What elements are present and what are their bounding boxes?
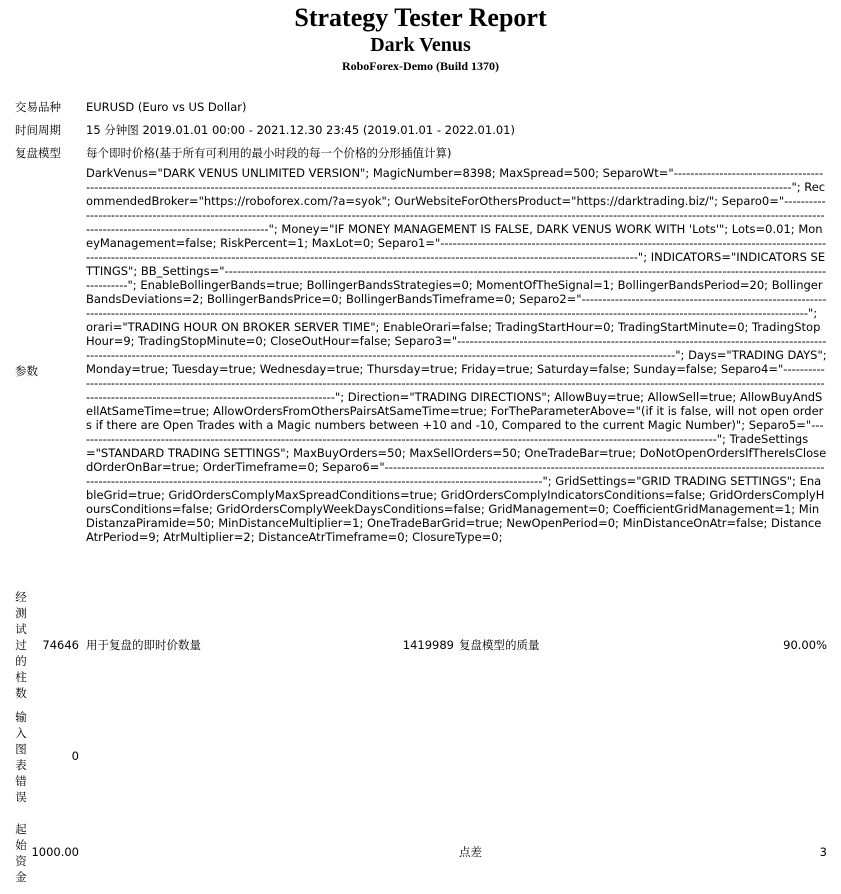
deposit-label: 起始资金 — [15, 822, 27, 884]
bars-value: 74646 — [42, 638, 79, 652]
server-build: RoboForex-Demo (Build 1370) — [341, 59, 500, 73]
ticks-label: 用于复盘的即时价数量 — [86, 638, 201, 652]
errors-value: 0 — [71, 749, 79, 763]
period-value: 15 分钟图 2019.01.01 00:00 - 2021.12.30 23:45 (2019.01.01 - 2022.01.01) — [86, 123, 515, 137]
period-label: 时间周期 — [15, 123, 61, 137]
errors-label: 输入图表错误 — [15, 710, 27, 804]
quality-value: 90.00% — [783, 638, 827, 652]
params-value: DarkVenus="DARK VENUS UNLIMITED VERSION"; MagicNumber=8398; MaxSpread=500; SeparoWt="--------------------------------------------------------------------------------------------------------------------------------------------------------------------------------------------------------------"; RecommendedBroker="https://roboforex.com/?a=syok"; OurWebsiteForOthersProduct="https://darktrading.biz/"; Separo0="----------------------------------------------------------------------------------------------------------------------------------------------------------------------------------------------------------------------------------------"; Money="IF MONEY MANAGEMENT IS FALSE, DARK VENUS WORK WITH 'Lots'"; Lots=0.01; MoneyManagement=false; RiskPercent=1; MaxLot=0; Separo1="----------------------------------------------------------------------------------------------------------------------------------------------------------------------------------------------------------------------------------"; INDICATORS="INDICATORS SETTINGS"; BB_Settings="-----------------------------------------------------------------------------------------------------------------------------------------------------------"; EnableBollingerBands=true; BollingerBandsStrategies=0; MomentOfTheSignal=1; BollingerBandsPeriod=20; BollingerBandsDeviations=2; BollingerBandsPrice=0; BollingerBandsTimeframe=0; Separo2="-----------------------------------------------------------------------------------------------------------------------------------------------------------------------------------------------------------------------------------------"; orari="TRADING HOUR ON BROKER SERVER TIME"; EnableOrari=false; TradingStartHour=0; TradingStartMinute=0; TradingStopHour=9; TradingStopMinute=0; CloseOutHour=false; Separo3="---------------------------------------------------------------------------------------------------------------------------------------------------------------------------------------------------------------------------------------"; Days="TRADING DAYS"; Monday=true; Tuesday=true; Wednesday=true; Thursday=true; Friday=true; Saturday=false; Sunday=false; Separo4="--------------------------------------------------------------------------------------------------------------------------------------------------------------------------------------------------------------------------------------------------------"; Direction="TRADING DIRECTIONS"; AllowBuy=true; AllowSell=true; AllowBuyAndSellAtSameTime=true; AllowOrdersFromOthersPairsAtSameTime=true; ForTheParameterAbove="(if it is false, will not open orders if there are Open Trades with a Magic numbers between +10 and -10, Compared to the current Magic Number)"; Separo5="-----------------------------------------------------------------------------------------------------------------------------------------------------------"; TradeSettings="STANDARD TRADING SETTINGS"; MaxBuyOrders=50; MaxSellOrders=50; OneTradeBar=true; DoNotOpenOrdersIfThereIsClosedOrderOnBar=true; OrderTimeframe=0; Separo6="------------------------------------------------------------------------------------------------------------------------------------------------------------------------------------------------------------------------"; GridSettings="GRID TRADING SETTINGS"; EnableGrid=true; GridOrdersComplyMaxSpreadConditions=true; GridOrdersComplyIndicatorsConditions=false; GridOrdersComplyHoursConditions=false; GridOrdersComplyWeekDaysConditions=false; GridManagement=0; CoefficientGridManagement=1; MinDistanzaPiramide=50; MinDistanceMultiplier=1; OneTradeBarGrid=true; NewOpenPeriod=0; MinDistanceOnAtr=false; DistanceAtrPeriod=9; AtrMultiplier=2; DistanceAtrTimeframe=0; ClosureType=0; — [86, 166, 827, 544]
params-label: 参数 — [15, 364, 38, 378]
report-title: Strategy Tester Report — [294, 3, 547, 32]
spread-label: 点差 — [459, 845, 482, 859]
spread-value: 3 — [819, 845, 827, 859]
model-value: 每个即时价格(基于所有可利用的最小时段的每一个价格的分形插值计算) — [86, 146, 452, 160]
model-label: 复盘模型 — [15, 146, 61, 160]
bars-label: 经测试过的柱数 — [15, 590, 27, 700]
expert-name: Dark Venus — [370, 34, 471, 56]
symbol-label: 交易品种 — [15, 100, 61, 114]
symbol-value: EURUSD (Euro vs US Dollar) — [86, 100, 247, 114]
deposit-value: 1000.00 — [31, 845, 79, 859]
ticks-value: 1419989 — [402, 638, 454, 652]
quality-label: 复盘模型的质量 — [459, 638, 540, 652]
